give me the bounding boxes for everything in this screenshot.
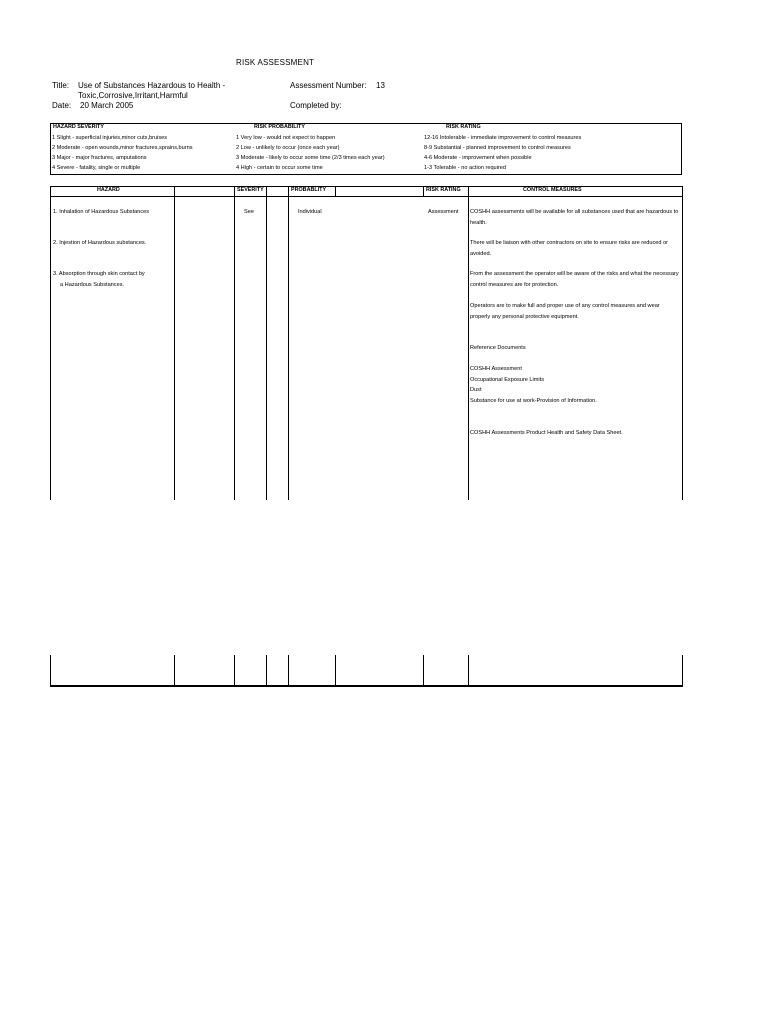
page-title: RISK ASSESSMENT: [236, 58, 315, 67]
completed-by-label: Completed by:: [290, 101, 342, 110]
reference-document: Dust: [470, 387, 482, 393]
rating-key-item: 4-6 Moderate - improvement when possible: [424, 155, 532, 161]
hazard-item: 1. Inhalation of Hazardous Substances: [53, 209, 150, 215]
column-rule: [423, 655, 424, 686]
probability-header: PROBABLITY: [291, 187, 327, 193]
control-measure: Operators are to make full and proper use of any control measures and wear properly any personal protective equipment.: [470, 303, 660, 320]
column-rule: [335, 655, 336, 686]
table-top-border: [50, 186, 683, 187]
column-rule: [423, 186, 424, 197]
reference-document: Occupational Exposure Limits: [470, 377, 544, 383]
control-measures-header: CONTROL MEASURES: [523, 187, 582, 193]
date-value: 20 March 2005: [80, 101, 134, 110]
date-label: Date:: [52, 101, 72, 110]
hazard-item: 2. Injestion of Hazardous substances.: [53, 240, 147, 246]
reference-documents-heading: Reference Documents: [470, 345, 526, 351]
severity-key-heading: HAZARD SEVERITY: [53, 124, 104, 130]
reference-document: Substance for use at work-Provision of Information.: [470, 398, 597, 404]
assessment-number-label: Assessment Number:: [290, 81, 367, 90]
probability-key-item: 1 Very low - would not expect to happen: [236, 135, 336, 141]
probability-key-item: 3 Moderate - likely to occur some time (2/3 times each year): [236, 155, 385, 161]
column-rule: [266, 655, 267, 686]
column-rule: [288, 186, 289, 500]
severity-key-item: 4 Severe - fatality, single or multiple: [52, 165, 141, 171]
reference-document: COSHH Assessments Product Health and Safety Data Sheet.: [470, 430, 623, 436]
table-bottom-border: [50, 685, 683, 687]
hazard-header: HAZARD: [97, 187, 120, 193]
column-rule: [682, 655, 683, 686]
column-rule: [50, 655, 51, 686]
hazard-item: a Hazardous Substances.: [60, 282, 125, 288]
risk-rating-value: Assessment: [428, 209, 459, 215]
column-rule: [335, 186, 336, 197]
column-rule: [468, 655, 469, 686]
column-rule: [682, 186, 683, 500]
rating-key-item: 12-16 Intolerable - immediate improvement to control measures: [424, 135, 582, 141]
column-rule: [174, 655, 175, 686]
column-rule: [234, 186, 235, 500]
title-label: Title:: [52, 81, 70, 90]
probability-key-item: 4 High - certain to occur some time: [236, 165, 323, 171]
column-rule: [234, 655, 235, 686]
probability-value: Individual: [298, 209, 322, 215]
risk-rating-header: RISK RATING: [426, 187, 461, 193]
hazard-item: 3. Absorption through skin contact by: [53, 271, 145, 277]
severity-header: SEVERITY: [237, 187, 264, 193]
title-line-2: Toxic,Corrosive,Irritant,Harmful: [78, 91, 188, 100]
reference-document: COSHH Assessment: [470, 366, 522, 372]
column-rule: [288, 655, 289, 686]
severity-key-item: 1 Slight - superficial injuries,minor cuts,bruises: [52, 135, 168, 141]
rating-key-item: 8-9 Substantial - planned improvement to control measures: [424, 145, 571, 151]
probability-key-item: 2 Low - unlikely to occur (once each year): [236, 145, 340, 151]
severity-key-item: 3 Major - major fractures, amputations: [52, 155, 147, 161]
severity-key-item: 2 Moderate - open wounds,minor fractures,sprains,burns: [52, 145, 193, 151]
rating-key-item: 1-3 Tolerable - no action required: [424, 165, 506, 171]
severity-value: See: [244, 209, 254, 215]
column-rule: [468, 186, 469, 500]
column-rule: [174, 186, 175, 500]
assessment-number-value: 13: [376, 81, 385, 90]
control-measure: COSHH assessments will be available for all substances used that are hazardous to health.: [470, 209, 679, 226]
table-header-rule: [50, 196, 683, 197]
probability-key-heading: RISK PROBABILITY: [254, 124, 305, 130]
column-rule: [266, 186, 267, 500]
control-measure: From the assessment the operator will be aware of the risks and what the necessary control measures are for protection.: [470, 271, 679, 288]
title-line-1: Use of Substances Hazardous to Health -: [78, 81, 226, 90]
control-measure: There will be liaison with other contractors on site to ensure risks are reduced or avoided.: [470, 240, 669, 257]
rating-key-heading: RISK RATING: [446, 124, 481, 130]
column-rule: [50, 186, 51, 500]
